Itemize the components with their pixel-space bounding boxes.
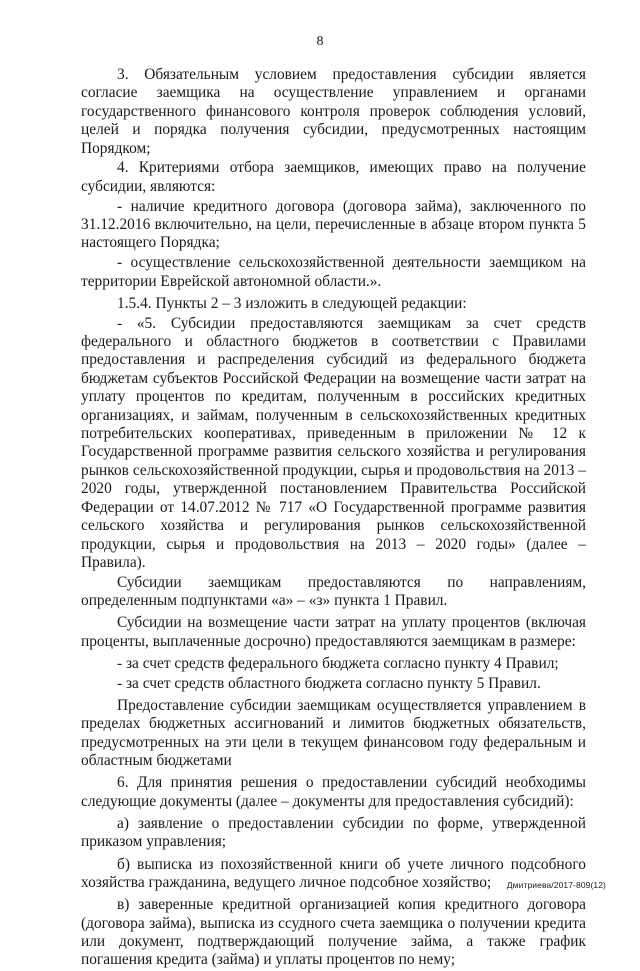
amendment-1-5-4: 1.5.4. Пункты 2 – 3 изложить в следующей редакции: <box>117 294 467 312</box>
paragraph-item-4: 4. Критериями отбора заемщиков, имеющих право на получение субсидии, являются: <box>81 159 586 195</box>
subsidy-amount-intro: Субсидии на возмещение части затрат на уплату процентов (включая проценты, выплаченные досрочно) предоставляются заемщикам в размере: <box>81 614 586 650</box>
criteria-agricultural-activity: - осуществление сельскохозяйственной деятельности заемщиком на территории Еврейской автономной области.». <box>81 254 586 290</box>
document-body <box>81 66 586 971</box>
paragraph-item-6: 6. Для принятия решения о предоставлении субсидий необходимы следующие документы (далее – документы для предоставления субсидий): <box>81 774 586 810</box>
paragraph-item-3: 3. Обязательным условием предоставления субсидии является согласие заемщика на осуществление управлением и органами государственного финансового контроля проверок соблюдения условий, целей и порядка получения субсидии, предусмотренных настоящим Порядком; <box>81 66 586 157</box>
federal-budget-rule: - за счет средств федерального бюджета согласно пункту 4 Правил; <box>117 654 559 672</box>
page-number: 8 <box>316 34 324 49</box>
footer-reference: Дмитриева/2017-809(12) <box>506 880 606 890</box>
subsidy-directions: Субсидии заемщикам предоставляются по направлениям, определенным подпунктами «а» – «з» пункта 1 Правил. <box>81 573 586 610</box>
criteria-credit-agreement: - наличие кредитного договора (договора займа), заключенного по 31.12.2016 включительно, на цели, перечисленные в абзаце втором пункта 5 настоящего Порядка; <box>81 197 586 252</box>
paragraph-item-5: - «5. Субсидии предоставляются заемщикам за счет средств федерального и областного бюджетов в соответствии с Правилами предоставления и распределения субсидий из федерального бюджета бюджетам субъектов Российской Федерации на возмещение части затрат на уплату процентов по кредитам, полученным в российских кредитных организациях, и займам, полученным в сельскохозяйственных кредитных потребительских кооперативах, приведенным в приложении № 12 к Государственной программе развития сельского хозяйства и регулирования рынков сельскохозяйственной продукции, сырья и продовольствия на 2013 – 2020 годы, утвержденной постановлением Правительства Российской Федерации от 14.07.2012 № 717 «О Государственной программе развития сельского хозяйства и регулирования рынков сельскохозяйственной продукции, сырья и продовольствия на 2013 – 2020 годы» (далее – Правила). <box>81 314 586 571</box>
regional-budget-rule: - за счет средств областного бюджета согласно пункту 5 Правил. <box>117 674 541 692</box>
document-item-b: б) выписка из похозяйственной книги об учете личного подсобного хозяйства гражданина, ведущего личное подсобное хозяйство; <box>81 855 586 891</box>
document-item-v: в) заверенные кредитной организацией копия кредитного договора (договора займа), выписка из ссудного счета заемщика о получении кредита или документ, подтверждающий получение займа, а также график погашения кредита (займа) и уплаты процентов по нему; <box>81 896 586 969</box>
document-item-a: а) заявление о предоставлении субсидии по форме, утвержденной приказом управления; <box>81 814 586 851</box>
subsidy-provision-limits: Предоставление субсидии заемщикам осуществляется управлением в пределах бюджетных ассигнований и лимитов бюджетных обязательств, предусмотренных на эти цели в текущем финансовом году федеральным и областным бюджетами <box>81 696 586 770</box>
